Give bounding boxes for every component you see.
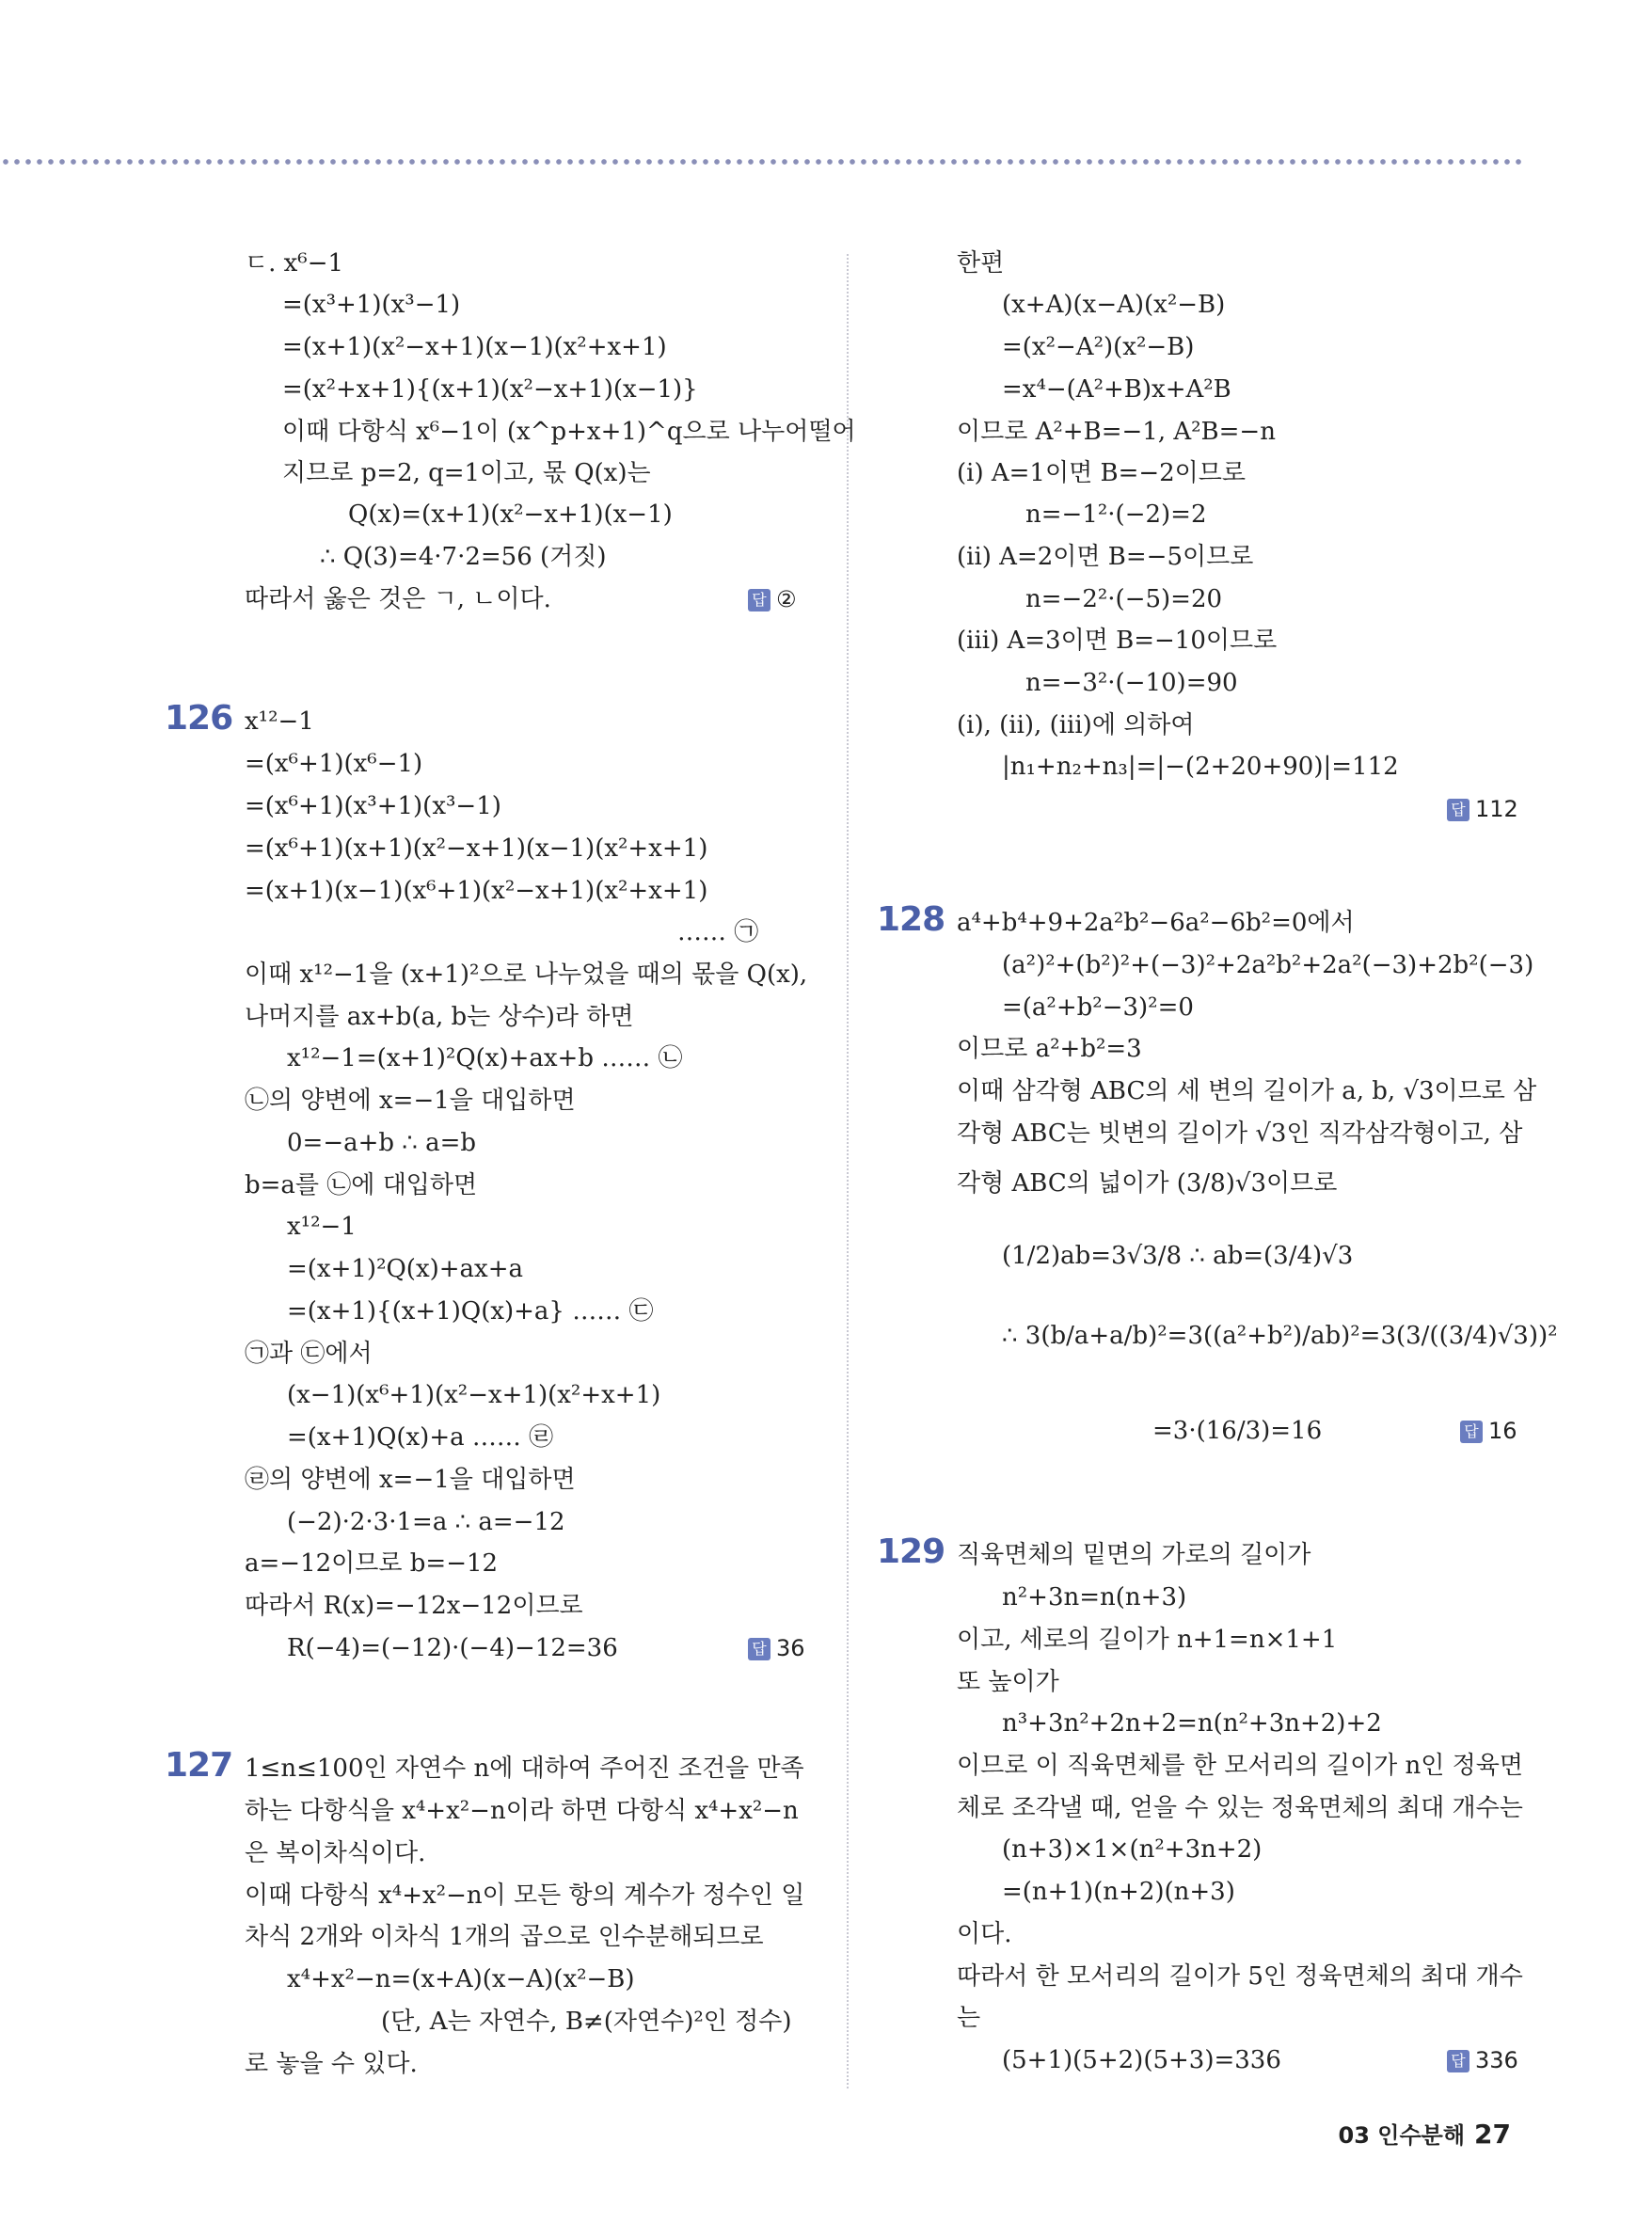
text-line: 이므로 A²+B=−1, A²B=−n — [957, 418, 1276, 446]
text-line: b=a를 ㉡에 대입하면 — [245, 1171, 478, 1199]
text-line: (ii) A=2이면 B=−5이므로 — [957, 543, 1254, 571]
text-line: 지므로 p=2, q=1이고, 몫 Q(x)는 — [282, 459, 651, 487]
answer-tag: 답 — [1447, 2050, 1469, 2072]
text-line: =(x+1)(x−1)(x⁶+1)(x²−x+1)(x²+x+1) — [245, 877, 708, 905]
text-line: 한편 — [957, 249, 1005, 278]
answer-value: 112 — [1475, 796, 1518, 822]
text-line: 은 복이차식이다. — [245, 1839, 426, 1867]
text-line: =(x+1)(x²−x+1)(x−1)(x²+x+1) — [282, 333, 667, 361]
problem-number: 126 — [165, 699, 233, 738]
answer-label — [748, 1631, 805, 1665]
text-line: ∴ Q(3)=4·7·2=56 (거짓) — [320, 543, 607, 571]
text-line: 각형 ABC의 넓이가 (3/8)√3이므로 — [957, 1169, 1338, 1198]
text-line: 이때 x¹²−1을 (x+1)²으로 나누었을 때의 몫을 Q(x), — [245, 961, 808, 989]
text-line: 이다. — [957, 1920, 1012, 1948]
text-line: (i) A=1이면 B=−2이므로 — [957, 459, 1247, 487]
text-line: 이므로 a²+b²=3 — [957, 1035, 1142, 1063]
text-line: 각형 ABC는 빗변의 길이가 √3인 직각삼각형이고, 삼 — [957, 1119, 1523, 1148]
answer-tag: 답 — [748, 1638, 770, 1660]
text-line: 따라서 한 모서리의 길이가 5인 정육면체의 최대 개수 — [957, 1962, 1523, 1991]
text-line: x⁴+x²−n=(x+A)(x−A)(x²−B) — [287, 1965, 635, 1993]
text-line: n²+3n=n(n+3) — [1002, 1583, 1187, 1612]
text-line: n=−1²·(−2)=2 — [1025, 500, 1207, 529]
answer-value: 16 — [1488, 1418, 1517, 1444]
text-line: 직육면체의 밑면의 가로의 길이가 — [957, 1541, 1311, 1569]
answer-value: 336 — [1475, 2047, 1518, 2073]
text-line: 이때 삼각형 ABC의 세 변의 길이가 a, b, √3이므로 삼 — [957, 1077, 1537, 1105]
answer-value: ② — [776, 586, 797, 612]
text-line: ㄷ. x⁶−1 — [245, 249, 344, 278]
text-line: ∴ 3(b/a+a/b)²=3((a²+b²)/ab)²=3(3/((3/4)√3))² — [1002, 1322, 1558, 1350]
text-line: n=−3²·(−10)=90 — [1025, 669, 1238, 697]
text-line: 이때 다항식 x⁶−1이 (x^p+x+1)^q으로 나누어떨어 — [282, 418, 856, 446]
text-line: 이고, 세로의 길이가 n+1=n×1+1 — [957, 1626, 1338, 1654]
text-line: …… ㉠ — [677, 918, 759, 946]
text-line: (5+1)(5+2)(5+3)=336 — [1002, 2046, 1281, 2074]
text-line: =(x³+1)(x³−1) — [282, 291, 461, 319]
text-line: 따라서 옳은 것은 ㄱ, ㄴ이다. — [245, 585, 551, 613]
text-line: =(n+1)(n+2)(n+3) — [1002, 1878, 1235, 1906]
text-line: ㉡의 양변에 x=−1을 대입하면 — [245, 1087, 576, 1115]
text-line: =x⁴−(A²+B)x+A²B — [1002, 375, 1231, 404]
text-line: =(x⁶+1)(x+1)(x²−x+1)(x−1)(x²+x+1) — [245, 834, 708, 863]
text-line: 체로 조각낼 때, 얻을 수 있는 정육면체의 최대 개수는 — [957, 1794, 1523, 1822]
text-line: 0=−a+b ∴ a=b — [287, 1129, 477, 1157]
text-line: (−2)·2·3·1=a ∴ a=−12 — [287, 1508, 565, 1536]
text-line: 차식 2개와 이차식 1개의 곱으로 인수분해되므로 — [245, 1923, 764, 1951]
text-line: (a²)²+(b²)²+(−3)²+2a²b²+2a²(−3)+2b²(−3) — [1002, 951, 1534, 979]
answer-tag: 답 — [1447, 799, 1469, 821]
page-footer — [1339, 2117, 1511, 2150]
text-line: ㉣의 양변에 x=−1을 대입하면 — [245, 1466, 576, 1494]
text-line: n³+3n²+2n+2=n(n²+3n+2)+2 — [1002, 1709, 1382, 1738]
text-line: (iii) A=3이면 B=−10이므로 — [957, 627, 1278, 655]
text-line: 는 — [957, 2004, 981, 2032]
text-line: x¹²−1=(x+1)²Q(x)+ax+b …… ㉡ — [287, 1044, 683, 1072]
text-line: |n₁+n₂+n₃|=|−(2+20+90)|=112 — [1002, 753, 1399, 781]
text-line: =(x+1){(x+1)Q(x)+a} …… ㉢ — [287, 1297, 654, 1326]
answer-label — [1460, 1414, 1517, 1448]
text-line: (x−1)(x⁶+1)(x²−x+1)(x²+x+1) — [287, 1381, 661, 1409]
text-line: =(x⁶+1)(x⁶−1) — [245, 750, 423, 778]
problem-number: 127 — [165, 1746, 233, 1785]
text-line: Q(x)=(x+1)(x²−x+1)(x−1) — [348, 500, 673, 529]
problem-number: 129 — [877, 1532, 945, 1571]
text-line: 이므로 이 직육면체를 한 모서리의 길이가 n인 정육면 — [957, 1752, 1524, 1780]
problem-number: 128 — [877, 900, 945, 939]
text-line: (n+3)×1×(n²+3n+2) — [1002, 1835, 1263, 1864]
text-line: n=−2²·(−5)=20 — [1025, 585, 1223, 613]
answer-label — [748, 582, 797, 616]
text-line: (i), (ii), (iii)에 의하여 — [957, 711, 1195, 739]
text-line: 나머지를 ax+b(a, b는 상수)라 하면 — [245, 1003, 634, 1031]
page-number: 27 — [1474, 2119, 1511, 2150]
text-line: x¹²−1 — [245, 707, 314, 736]
dotted-header-rule — [0, 158, 1524, 166]
text-line: =(x⁶+1)(x³+1)(x³−1) — [245, 792, 501, 820]
column-divider — [847, 254, 849, 2088]
chapter-title: 03 인수분해 — [1338, 2122, 1466, 2149]
text-line: x¹²−1 — [287, 1213, 357, 1241]
text-line: =(a²+b²−3)²=0 — [1002, 993, 1194, 1022]
answer-tag: 답 — [1460, 1421, 1483, 1443]
text-line: a=−12이므로 b=−12 — [245, 1549, 499, 1578]
text-line: 따라서 R(x)=−12x−12이므로 — [245, 1592, 583, 1620]
text-line: R(−4)=(−12)·(−4)−12=36 — [287, 1634, 618, 1662]
text-line: =3·(16/3)=16 — [1152, 1417, 1323, 1445]
text-line: =(x+1)Q(x)+a …… ㉣ — [287, 1423, 554, 1452]
answer-label — [1447, 792, 1518, 826]
answer-value: 36 — [776, 1635, 805, 1661]
text-line: ㉠과 ㉢에서 — [245, 1340, 373, 1368]
text-line: =(x²−A²)(x²−B) — [1002, 333, 1195, 361]
answer-tag: 답 — [748, 589, 770, 611]
text-line: 하는 다항식을 x⁴+x²−n이라 하면 다항식 x⁴+x²−n — [245, 1797, 799, 1825]
text-line: (1/2)ab=3√3/8 ∴ ab=(3/4)√3 — [1002, 1242, 1354, 1270]
text-line: =(x²+x+1){(x+1)(x²−x+1)(x−1)} — [282, 375, 698, 404]
text-line: (단, A는 자연수, B≠(자연수)²인 정수) — [381, 2008, 792, 2036]
text-line: a⁴+b⁴+9+2a²b²−6a²−6b²=0에서 — [957, 909, 1355, 937]
text-line: 1≤n≤100인 자연수 n에 대하여 주어진 조건을 만족 — [245, 1755, 804, 1783]
text-line: (x+A)(x−A)(x²−B) — [1002, 291, 1226, 319]
text-line: 이때 다항식 x⁴+x²−n이 모든 항의 계수가 정수인 일 — [245, 1882, 805, 1910]
answer-label — [1447, 2043, 1518, 2077]
text-line: =(x+1)²Q(x)+ax+a — [287, 1255, 523, 1283]
text-line: 또 높이가 — [957, 1668, 1059, 1696]
text-line: 로 놓을 수 있다. — [245, 2050, 418, 2078]
